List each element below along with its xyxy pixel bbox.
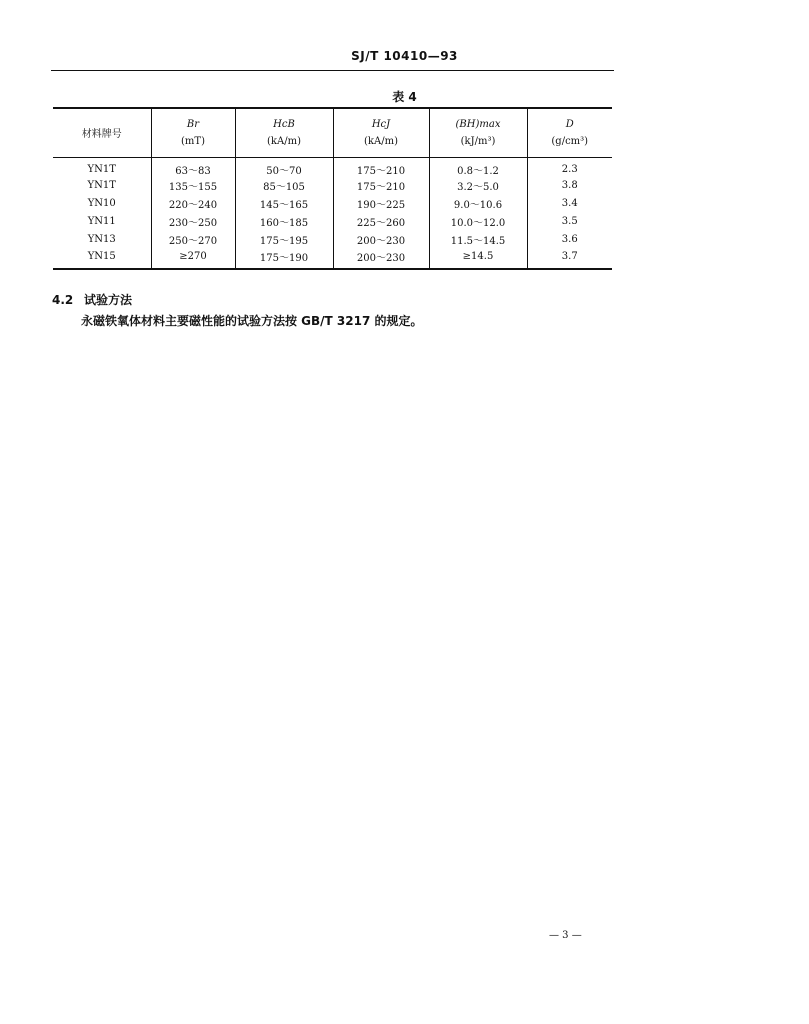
section-body-text: 永磁铁氧体材料主要磁性能的试验方法按 GB/T 3217 的规定。	[81, 314, 423, 328]
cell-hcb: 50～70	[235, 157, 333, 177]
cell-br: ≥270	[151, 249, 235, 269]
cell-bhmax: 3.2～5.0	[429, 177, 527, 195]
table-caption: 表 4	[392, 90, 417, 104]
cell-br: 230～250	[151, 213, 235, 231]
cell-hcb: 175～190	[235, 249, 333, 269]
cell-density: 3.4	[527, 195, 612, 213]
header-density	[527, 108, 612, 157]
cell-hcb: 85～105	[235, 177, 333, 195]
header-br-unit: (mT)	[181, 135, 205, 147]
table-header-row	[53, 108, 612, 157]
section-heading	[52, 291, 132, 308]
header-density-unit: (g/cm³)	[551, 135, 589, 147]
header-hcb-unit: (kA/m)	[267, 135, 301, 147]
header-rule	[51, 70, 614, 71]
section-number: 4.2	[52, 293, 74, 307]
cell-density: 3.6	[527, 231, 612, 249]
cell-br: 135～155	[151, 177, 235, 195]
cell-hcj: 190～225	[333, 195, 429, 213]
table-row	[53, 231, 612, 249]
header-material-grade: 材料牌号	[53, 108, 151, 157]
page-number: — 3 —	[549, 930, 582, 941]
header-bhmax	[429, 108, 527, 157]
cell-grade: YN1T	[87, 163, 116, 175]
cell-hcj: 200～230	[333, 231, 429, 249]
cell-br: 220～240	[151, 195, 235, 213]
cell-density: 3.8	[527, 177, 612, 195]
cell-hcb: 160～185	[235, 213, 333, 231]
cell-bhmax: 0.8～1.2	[429, 157, 527, 177]
cell-grade: YN15	[53, 249, 151, 269]
table-row	[53, 195, 612, 213]
header-br-symbol: Br	[186, 118, 200, 130]
document-header: SJ/T 10410—93	[351, 49, 458, 63]
header-hcj	[333, 108, 429, 157]
cell-hcj: 225～260	[333, 213, 429, 231]
header-bhmax-symbol: (BH)max	[455, 118, 501, 130]
header-bhmax-unit: (kJ/m³)	[460, 135, 496, 147]
material-properties-table	[53, 107, 612, 270]
header-density-symbol: D	[565, 118, 574, 130]
header-hcb-symbol: HcB	[273, 118, 295, 130]
table-row	[53, 177, 612, 195]
cell-br: 250～270	[151, 231, 235, 249]
cell-bhmax: 10.0～12.0	[429, 213, 527, 231]
cell-hcj: 175～210	[333, 157, 429, 177]
cell-density: 2.3	[527, 157, 612, 177]
section-title: 试验方法	[84, 293, 133, 307]
cell-grade: YN13	[87, 234, 116, 245]
cell-grade: YN1T	[87, 180, 116, 191]
header-hcj-symbol: HcJ	[371, 118, 391, 130]
cell-density: 3.5	[527, 213, 612, 231]
cell-grade: YN10	[87, 198, 116, 209]
cell-bhmax: ≥14.5	[429, 249, 527, 269]
header-br	[151, 108, 235, 157]
cell-density: 3.7	[527, 249, 612, 269]
cell-bhmax: 11.5～14.5	[429, 231, 527, 249]
header-hcb	[235, 108, 333, 157]
table-row	[53, 213, 612, 231]
cell-grade: YN11	[87, 216, 116, 227]
cell-br: 63～83	[151, 157, 235, 177]
cell-hcj: 175～210	[333, 177, 429, 195]
cell-hcj: 200～230	[333, 249, 429, 269]
cell-hcb: 175～195	[235, 231, 333, 249]
header-hcj-unit: (kA/m)	[364, 135, 398, 147]
table-row	[53, 249, 612, 269]
cell-bhmax: 9.0～10.6	[429, 195, 527, 213]
table-row	[53, 157, 612, 177]
cell-hcb: 145～165	[235, 195, 333, 213]
